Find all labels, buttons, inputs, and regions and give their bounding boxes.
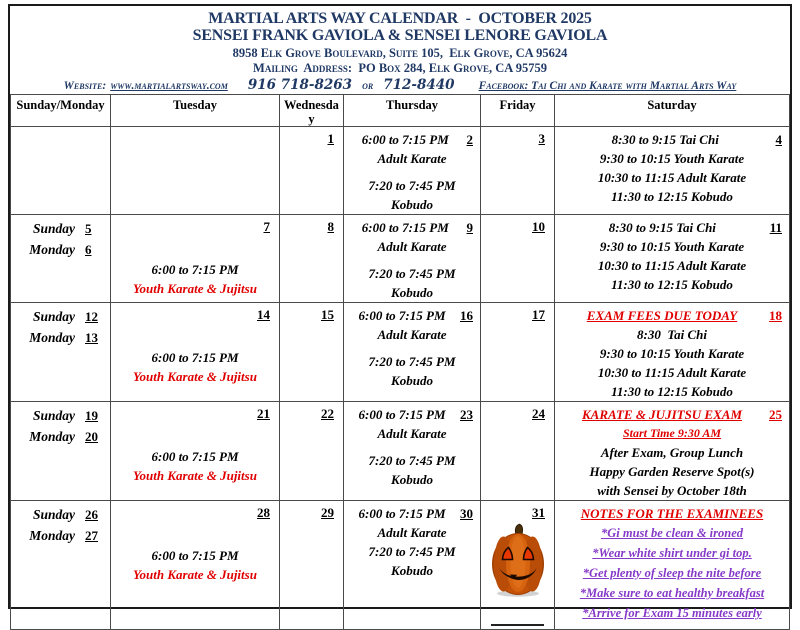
cell-tuesday	[111, 402, 280, 501]
event-line: with Sensei by October 18th	[597, 483, 747, 498]
event-line: 9 6:00 to 7:15 PM	[361, 220, 473, 235]
event-line: 7:20 to 7:45 PM	[368, 544, 456, 559]
day-name: Sunday	[32, 507, 75, 522]
website-link[interactable]: www.martialartsway.com	[110, 80, 228, 92]
day-name: Monday	[29, 330, 75, 345]
event-line: 25 KARATE & JUJITSU EXAM	[581, 407, 782, 422]
event-line: Adult Karate	[377, 426, 447, 441]
event-line: NOTES FOR THE EXAMINEES	[580, 506, 764, 521]
event-line: 6:00 to 7:15 PM	[151, 262, 239, 277]
event-line: Adult Karate	[377, 327, 447, 342]
cell-wednesday	[280, 215, 344, 303]
event-line: 6:00 to 7:15 PM	[151, 548, 239, 563]
cell-wednesday	[280, 127, 344, 215]
event-line: 7:20 to 7:45 PM	[368, 453, 456, 468]
date-number: 2	[466, 132, 473, 147]
date-number: 30	[460, 506, 473, 521]
sensei-names: SENSEI FRANK GAVIOLA & SENSEI LENORE GAVIOLA	[192, 27, 608, 44]
day-header-saturday: Saturday	[555, 95, 790, 127]
cell-friday	[481, 127, 555, 215]
phone-primary: 916 718-8263	[247, 77, 353, 93]
date-number: 21	[257, 406, 270, 421]
date-number: 7	[263, 219, 270, 234]
calendar-title: MARTIAL ARTS WAY CALENDAR - OCTOBER 2025	[208, 10, 592, 27]
pumpkin-icon	[490, 523, 546, 597]
cell-wednesday	[280, 402, 344, 501]
event-line: 7:20 to 7:45 PM	[368, 354, 456, 369]
day-header-tuesday: Tuesday	[111, 95, 280, 127]
day-name: Monday	[29, 429, 75, 444]
event-line: 16 6:00 to 7:15 PM	[358, 308, 473, 323]
date-number: 19	[85, 408, 98, 423]
event-line: Adult Karate	[377, 151, 447, 166]
facebook-link[interactable]: Facebook: Tai Chi and Karate with Martial Arts Way	[478, 80, 737, 92]
week-row	[11, 501, 790, 630]
cell-tuesday	[111, 127, 280, 215]
date-number: 28	[257, 505, 270, 520]
day-name: Sunday	[32, 408, 75, 423]
event-line: 7:20 to 7:45 PM	[368, 266, 456, 281]
cell-wednesday	[280, 501, 344, 630]
day-header-friday: Friday	[481, 95, 555, 127]
event-line: 6:00 to 7:15 PM	[151, 350, 239, 365]
event-line: *Get plenty of sleep the nite before	[582, 566, 762, 580]
day-name: Monday	[29, 242, 75, 257]
event-line: After Exam, Group Lunch	[600, 445, 744, 460]
street-address: 8958 Elk Grove Boulevard, Suite 105, Elk Grove, CA 95624	[232, 46, 568, 60]
event-line: 4 8:30 to 9:15 Tai Chi	[611, 132, 782, 147]
calendar-container	[8, 4, 792, 620]
cell-sunday-monday	[11, 215, 111, 303]
cell-tuesday	[111, 501, 280, 630]
event-line: Kobudo	[391, 197, 433, 212]
event-line: 10:30 to 11:15 Adult Karate	[597, 170, 747, 185]
cell-thursday	[344, 501, 481, 630]
day-name: Monday	[29, 528, 75, 543]
event-line: Youth Karate & Jujitsu	[133, 281, 257, 296]
cell-tuesday	[111, 303, 280, 402]
event-line: Youth Karate & Jujitsu	[133, 369, 257, 384]
cell-friday	[481, 402, 555, 501]
date-number: 23	[460, 407, 473, 422]
date-number: 16	[460, 308, 473, 323]
day-header-sunday-monday: Sunday/Monday	[11, 95, 111, 127]
day-header-wednesday: Wednesday	[280, 95, 344, 127]
date-number: 15	[321, 307, 334, 322]
event-line: Kobudo	[391, 472, 433, 487]
cell-sunday-monday	[11, 501, 111, 630]
event-line: Happy Garden Reserve Spot(s)	[589, 464, 755, 479]
cell-saturday	[555, 402, 790, 501]
day-header-row	[11, 95, 790, 127]
date-number: 24	[532, 406, 545, 421]
event-line: 9:30 to 10:15 Youth Karate	[599, 346, 745, 361]
cell-thursday	[344, 303, 481, 402]
event-line: 7:20 to 7:45 PM	[368, 178, 456, 193]
event-line: 6:00 to 7:15 PM	[151, 449, 239, 464]
day-name: Sunday	[32, 309, 75, 324]
pumpkin-image	[481, 523, 554, 602]
signature-line	[491, 624, 544, 626]
cell-saturday	[555, 215, 790, 303]
date-number: 22	[321, 406, 334, 421]
event-line: Youth Karate & Jujitsu	[133, 468, 257, 483]
date-number: 17	[532, 307, 545, 322]
week-row	[11, 402, 790, 501]
cell-tuesday	[111, 215, 280, 303]
week-row	[11, 303, 790, 402]
cell-thursday	[344, 215, 481, 303]
date-number: 4	[775, 132, 782, 147]
event-line: 10:30 to 11:15 Adult Karate	[597, 365, 747, 380]
date-number: 18	[769, 308, 782, 323]
cell-friday	[481, 303, 555, 402]
event-line: Kobudo	[391, 373, 433, 388]
event-line: 18 EXAM FEES DUE TODAY	[586, 308, 782, 323]
calendar-header	[10, 6, 790, 94]
event-line: Kobudo	[391, 563, 433, 578]
cell-friday	[481, 215, 555, 303]
event-line: *Gi must be clean & ironed	[600, 526, 744, 540]
cell-wednesday	[280, 303, 344, 402]
cell-sunday-monday	[11, 402, 111, 501]
event-line: Start Time 9:30 AM	[622, 426, 722, 440]
day-name: Sunday	[32, 221, 75, 236]
date-number: 3	[538, 131, 545, 146]
event-line: 11:30 to 12:15 Kobudo	[611, 384, 733, 399]
event-line: 30 6:00 to 7:15 PM	[358, 506, 473, 521]
date-number: 10	[532, 219, 545, 234]
contact-line	[10, 78, 790, 94]
phone-secondary: 712-8440	[383, 77, 455, 93]
cell-saturday	[555, 127, 790, 215]
event-line: *Arrive for Exam 15 minutes early	[582, 606, 762, 620]
date-number: 25	[769, 407, 782, 422]
calendar-table	[10, 94, 790, 630]
event-line: 11:30 to 12:15 Kobudo	[611, 277, 733, 292]
date-number: 12	[85, 309, 98, 324]
date-number: 27	[85, 528, 98, 543]
event-line: 10:30 to 11:15 Adult Karate	[597, 258, 747, 273]
date-number: 5	[85, 221, 92, 236]
date-number: 29	[321, 505, 334, 520]
date-number: 14	[257, 307, 270, 322]
event-line: *Wear white shirt under gi top.	[592, 546, 752, 560]
cell-thursday	[344, 127, 481, 215]
event-line: 23 6:00 to 7:15 PM	[358, 407, 473, 422]
cell-sunday-monday	[11, 303, 111, 402]
event-line: Adult Karate	[377, 525, 447, 540]
date-number: 31	[532, 505, 545, 520]
date-number: 20	[85, 429, 98, 444]
event-line: Adult Karate	[377, 239, 447, 254]
event-line: 2 6:00 to 7:15 PM	[361, 132, 473, 147]
event-line: 11:30 to 12:15 Kobudo	[611, 189, 733, 204]
event-line: Youth Karate & Jujitsu	[133, 567, 257, 582]
date-number: 9	[466, 220, 473, 235]
date-number: 6	[85, 242, 92, 257]
cell-saturday	[555, 303, 790, 402]
mailing-address: Mailing Address: PO Box 284, Elk Grove, CA 95759	[253, 61, 547, 75]
date-number: 13	[85, 330, 98, 345]
website-label: Website:	[63, 80, 107, 92]
cell-friday	[481, 501, 555, 630]
date-number: 8	[327, 219, 334, 234]
cell-saturday	[555, 501, 790, 630]
cell-sunday-monday	[11, 127, 111, 215]
event-line: Kobudo	[391, 285, 433, 300]
event-line: *Make sure to eat healthy breakfast	[579, 586, 765, 600]
event-line: 11 8:30 to 9:15 Tai Chi	[608, 220, 782, 235]
event-line: 9:30 to 10:15 Youth Karate	[599, 239, 745, 254]
date-number: 1	[327, 131, 334, 146]
date-number: 26	[85, 507, 98, 522]
event-line: 9:30 to 10:15 Youth Karate	[599, 151, 745, 166]
week-row	[11, 127, 790, 215]
week-row	[11, 215, 790, 303]
day-header-thursday: Thursday	[344, 95, 481, 127]
cell-thursday	[344, 402, 481, 501]
or-text: or	[362, 80, 374, 92]
date-number: 11	[769, 220, 782, 235]
event-line: 8:30 Tai Chi	[637, 327, 707, 342]
